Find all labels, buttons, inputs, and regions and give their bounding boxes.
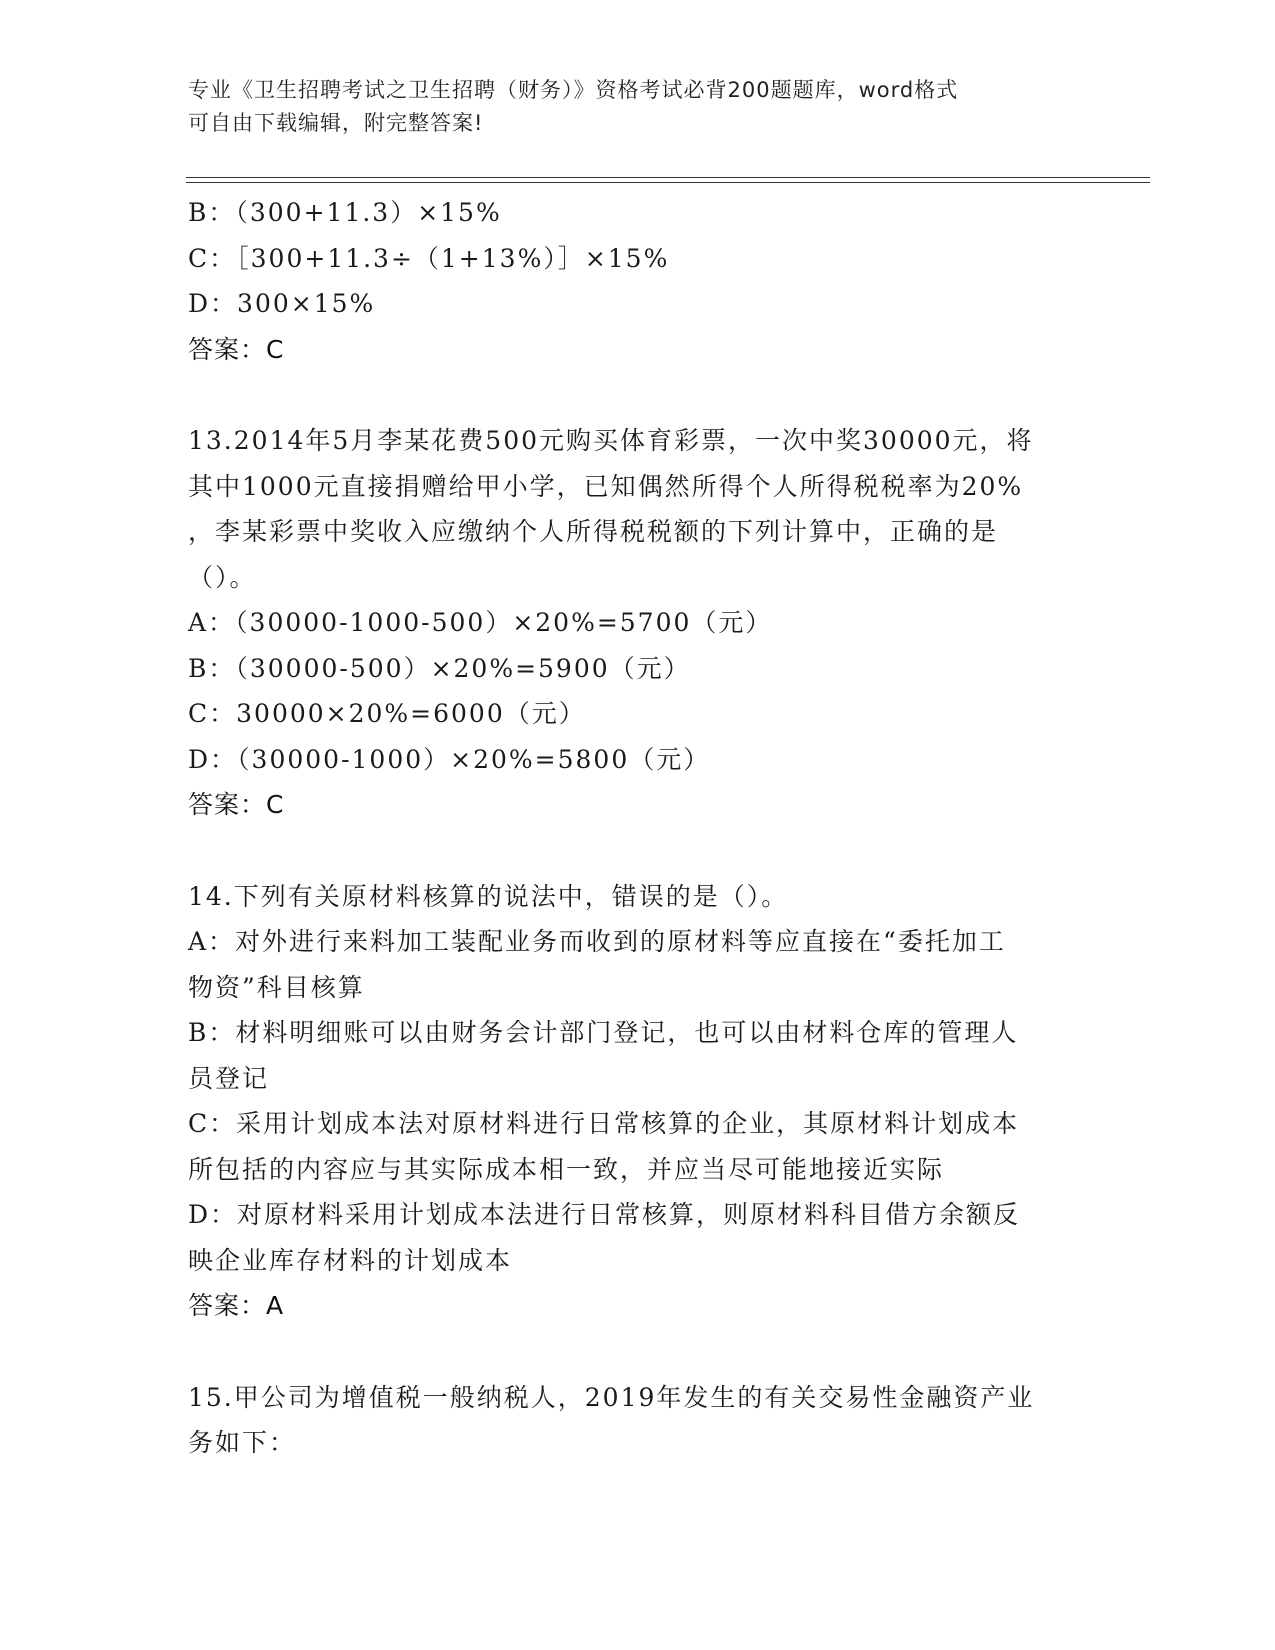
option-b: B：（30000-500）×20%=5900（元） <box>188 653 691 683</box>
question-12-tail <box>188 190 1088 372</box>
question-15 <box>188 1375 1088 1466</box>
answer-line: 答案：A <box>188 1291 285 1320</box>
question-stem-line: 务如下： <box>188 1428 297 1457</box>
option-c-line: C：采用计划成本法对原材料进行日常核算的企业，其原材料计划成本 <box>188 1109 1020 1138</box>
header-rule-top <box>186 177 1150 178</box>
option-c: C：［300+11.3÷（1+13%）］×15% <box>188 243 670 273</box>
option-a: A：（30000-1000-500）×20%=5700（元） <box>188 608 773 637</box>
option-c-line: 所包括的内容应与其实际成本相一致，并应当尽可能地接近实际 <box>188 1154 945 1184</box>
option-d-line: 映企业库存材料的计划成本 <box>188 1245 513 1275</box>
option-b: B：（300+11.3）×15% <box>188 198 502 227</box>
question-stem-line: 15.甲公司为增值税一般纳税人，2019年发生的有关交易性金融资产业 <box>188 1382 1035 1412</box>
option-a-line: 物资”科目核算 <box>188 972 365 1002</box>
document-header <box>188 74 1068 140</box>
option-d: D：（30000-1000）×20%=5800（元） <box>188 744 711 774</box>
question-stem-line: 其中1000元直接捐赠给甲小学，已知偶然所得个人所得税税率为20% <box>188 471 1024 501</box>
spacer <box>188 1329 1088 1375</box>
question-14 <box>188 874 1088 1329</box>
header-rule-bottom <box>186 182 1150 183</box>
answer-line: 答案：C <box>188 334 285 364</box>
option-b-line: B：材料明细账可以由财务会计部门登记，也可以由材料仓库的管理人 <box>188 1018 1019 1047</box>
spacer <box>188 828 1088 874</box>
question-stem: 14.下列有关原材料核算的说法中，错误的是（）。 <box>188 881 789 911</box>
option-b-line: 员登记 <box>188 1063 270 1093</box>
answer-line: 答案：C <box>188 790 285 819</box>
option-d-line: D：对原材料采用计划成本法进行日常核算，则原材料科目借方余额反 <box>188 1200 1021 1229</box>
question-stem-line: 13.2014年5月李某花费500元购买体育彩票，一次中奖30000元，将 <box>188 426 1034 455</box>
header-line-2: 可自由下载编辑，附完整答案! <box>188 111 484 135</box>
option-d: D：300×15% <box>188 289 376 318</box>
question-stem-line: ，李某彩票中奖收入应缴纳个人所得税税额的下列计算中，正确的是 <box>188 517 999 546</box>
document-body <box>188 190 1088 1466</box>
option-c: C：30000×20%=6000（元） <box>188 699 586 728</box>
question-13 <box>188 418 1088 828</box>
option-a-line: A：对外进行来料加工装配业务而收到的原材料等应直接在“委托加工 <box>188 927 1006 956</box>
header-line-1: 专业《卫生招聘考试之卫生招聘（财务）》资格考试必背200题题库，word格式 <box>188 78 959 102</box>
question-stem-line: （）。 <box>188 562 257 592</box>
spacer <box>188 372 1088 418</box>
